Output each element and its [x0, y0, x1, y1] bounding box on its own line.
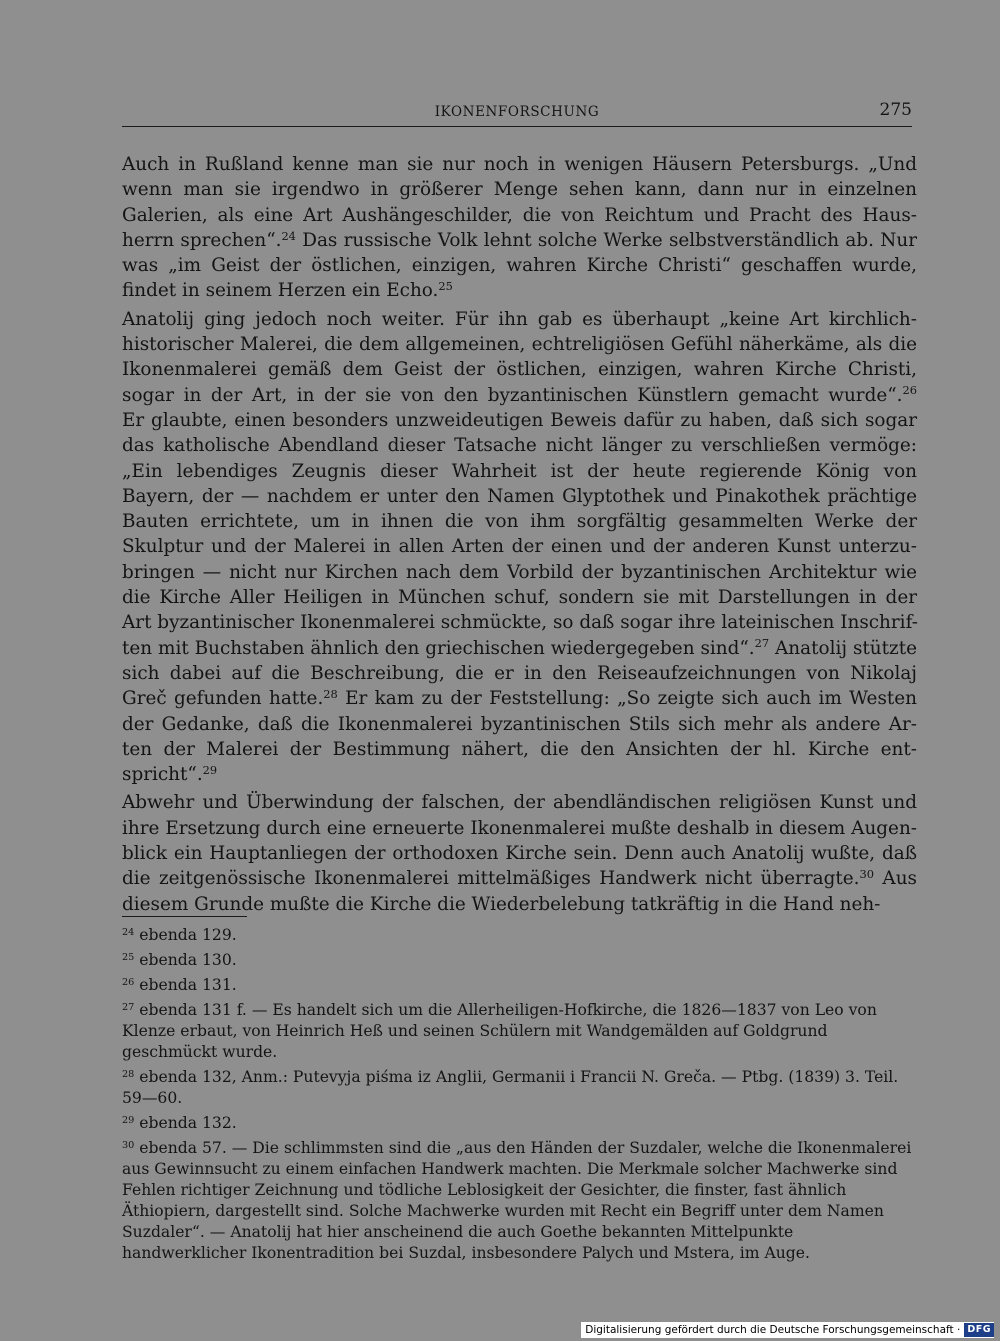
footnote-number: 27 [122, 1001, 135, 1013]
line-text: die zeitgenössische Ikonenmalerei mittelmäßiges Handwerk nicht überragte. [122, 868, 860, 890]
footnote-marker: 28 [323, 686, 338, 701]
text-line: der Gedanke, daß die Ikonenmalerei byzantinischen Stils sich mehr als andere Ar- [122, 713, 917, 735]
footnote-text: ebenda 131. [134, 976, 237, 994]
paragraph [122, 307, 917, 788]
text-line [122, 686, 917, 711]
text-line: Auch in Rußland kenne man sie nur noch in wenigen Häusern Petersburgs. „Und [122, 154, 917, 175]
text-line: was „im Geist der östlichen, einzigen, wahren Kirche Christi“ geschaffen wurde, [122, 255, 917, 277]
text-line: wenn man sie irgendwo in größerer Menge sehen kann, dann nur in einzelnen [122, 179, 917, 201]
text-line: Er glaubte, einen besonders unzweideutigen Beweis dafür zu haben, daß sich sogar [122, 409, 917, 431]
dfg-logo: DFG [964, 1323, 994, 1337]
footnote-separator [122, 916, 247, 917]
text-line: blick ein Hauptanliegen der orthodoxen Kirche sein. Denn auch Anatolij wußte, daß [122, 843, 917, 865]
text-line: Abwehr und Überwindung der falschen, der abendländischen religiösen Kunst und [122, 792, 917, 814]
line-text: Das russische Volk lehnt solche Werke selbstverständlich ab. Nur [295, 229, 917, 251]
text-line: Anatolij ging jedoch noch weiter. Für ihn gab es überhaupt „keine Art kirchlich- [122, 308, 917, 330]
footnote-text: ebenda 129. [134, 926, 237, 944]
text-line: Galerien, als eine Art Aushängeschilder, die von Reichtum und Pracht des Haus- [122, 204, 917, 226]
text-line: sich dabei auf die Beschreibung, die er in den Reiseaufzeichnungen von Nikolaj [122, 662, 917, 684]
page-number: 275 [879, 100, 912, 120]
footnote-text: ebenda 132, Anm.: Putevyja piśma iz Anglii, Germanii i Francii N. Greča. — Ptbg. (1839) 3. Teil. 59—60. [122, 1068, 899, 1107]
footnotes [122, 925, 920, 1268]
footnote-marker: 24 [281, 228, 296, 243]
text-line [122, 383, 917, 408]
line-text: Greč gefunden hatte. [122, 688, 324, 710]
line-text: findet in seinem Herzen ein Echo. [122, 280, 439, 302]
running-title: IKONENFORSCHUNG [434, 104, 600, 120]
footnote-text: ebenda 131 f. — Es handelt sich um die Allerheiligen-Hofkirche, die 1826—1837 von Leo von Klenze erbaut, von Heinrich Heß und seinen Schülern mit Wandgemälden auf Goldgrund geschmückt wurde. [122, 1001, 877, 1061]
footnote-marker: 29 [202, 762, 218, 777]
line-text: sogar in der Art, in der sie von den byzantinischen Künstlern gemacht wurde“. [122, 384, 903, 406]
text-line: ten der Malerei der Bestimmung nähert, die den Ansichten der hl. Kirche ent- [122, 738, 917, 760]
text-line [122, 866, 917, 891]
footnote [122, 925, 920, 946]
text-line: die Kirche Aller Heiligen in München schuf, sondern sie mit Darstellungen in der [122, 587, 917, 609]
text-line: bringen — nicht nur Kirchen nach dem Vorbild der byzantinischen Architektur wie [122, 561, 917, 583]
text-line: das katholische Abendland dieser Tatsache nicht länger zu verschließen vermöge: [122, 435, 917, 457]
footnote-number: 28 [122, 1068, 135, 1080]
footnote [122, 1138, 920, 1264]
paragraph [122, 152, 917, 304]
line-text: Er kam zu der Feststellung: „So zeigte sich auch im Westen [337, 688, 917, 710]
text-line: Bayern, der — nachdem er unter den Namen Glyptothek und Pinakothek prächtige [122, 485, 917, 507]
running-header [122, 100, 912, 127]
paragraph [122, 790, 917, 916]
footnote-marker: 25 [438, 279, 453, 294]
footnote-number: 25 [122, 951, 135, 963]
footnote-number: 24 [122, 926, 135, 938]
footnote-text: ebenda 132. [134, 1114, 237, 1132]
line-text: Aus [873, 868, 917, 890]
text-line: Art byzantinischer Ikonenmalerei schmückte, so daß sogar ihre lateinischen Inschrif- [122, 612, 918, 634]
footnote-text: ebenda 57. — Die schlimmsten sind die „aus den Händen der Suzdaler, welche die Ikonenmalerei aus Gewinnsucht zu einem einfachen Handwerk machten. Die Merkmale solcher Machwerke sind Fehlen richtiger Zeichnung und tödliche Leblosigkeit der Gesichter, die finster, fast ähnlich Äthiopiern, dargestellt sind. Solche Machwerke wurden mit Recht ein Begriff unter dem Namen Suzdaler“. — Anatolij hat hier anscheinend die auch Goethe bekannten Mittelpunkte handwerklicher Ikonentradition bei Suzdal, insbesondere Palych und Mstera, im Auge. [122, 1139, 912, 1262]
main-text [122, 152, 917, 917]
text-line [122, 278, 917, 303]
footnote [122, 950, 920, 971]
text-line: diesem Grunde mußte die Kirche die Wiederbelebung tatkräftig in die Hand neh- [122, 893, 881, 915]
footnote [122, 975, 920, 996]
footnote-marker: 26 [902, 383, 917, 398]
text-line: ihre Ersetzung durch eine erneuerte Ikonenmalerei mußte deshalb in diesem Augen- [122, 817, 917, 839]
text-line [122, 636, 917, 661]
footnote-marker: 30 [859, 867, 874, 882]
line-text: Anatolij stützte [769, 637, 917, 659]
text-line [122, 228, 917, 253]
text-line [122, 762, 917, 787]
digitization-footer [581, 1322, 994, 1338]
text-line: Bauten errichtete, um in ihnen die von ihm sorgfältig gesammelten Werke der [122, 511, 917, 533]
footnote-text: ebenda 130. [134, 951, 237, 969]
line-text: spricht“. [122, 764, 203, 786]
text-line: Ikonenmalerei gemäß dem Geist der östlichen, einzigen, wahren Kirche Christi, [122, 359, 917, 381]
text-line: Skulptur und der Malerei in allen Arten der einen und der anderen Kunst unterzu- [122, 536, 917, 558]
text-line: „Ein lebendiges Zeugnis dieser Wahrheit ist der heute regierende König von [122, 460, 917, 482]
line-text: ten mit Buchstaben ähnlich den griechischen wiedergegeben sind“. [122, 637, 755, 659]
line-text: herrn sprechen“. [122, 229, 282, 251]
footnote [122, 1113, 920, 1134]
footnote [122, 1067, 920, 1109]
footnote-number: 26 [122, 976, 135, 988]
footnote [122, 1000, 920, 1063]
text-line: historischer Malerei, die dem allgemeinen, echtreligiösen Gefühl näherkäme, als die [122, 334, 917, 356]
footnote-number: 30 [122, 1139, 135, 1151]
footnote-number: 29 [122, 1114, 135, 1126]
footnote-marker: 27 [754, 636, 770, 651]
footer-credit: Digitalisierung gefördert durch die Deutsche Forschungsgemeinschaft · [585, 1324, 961, 1336]
